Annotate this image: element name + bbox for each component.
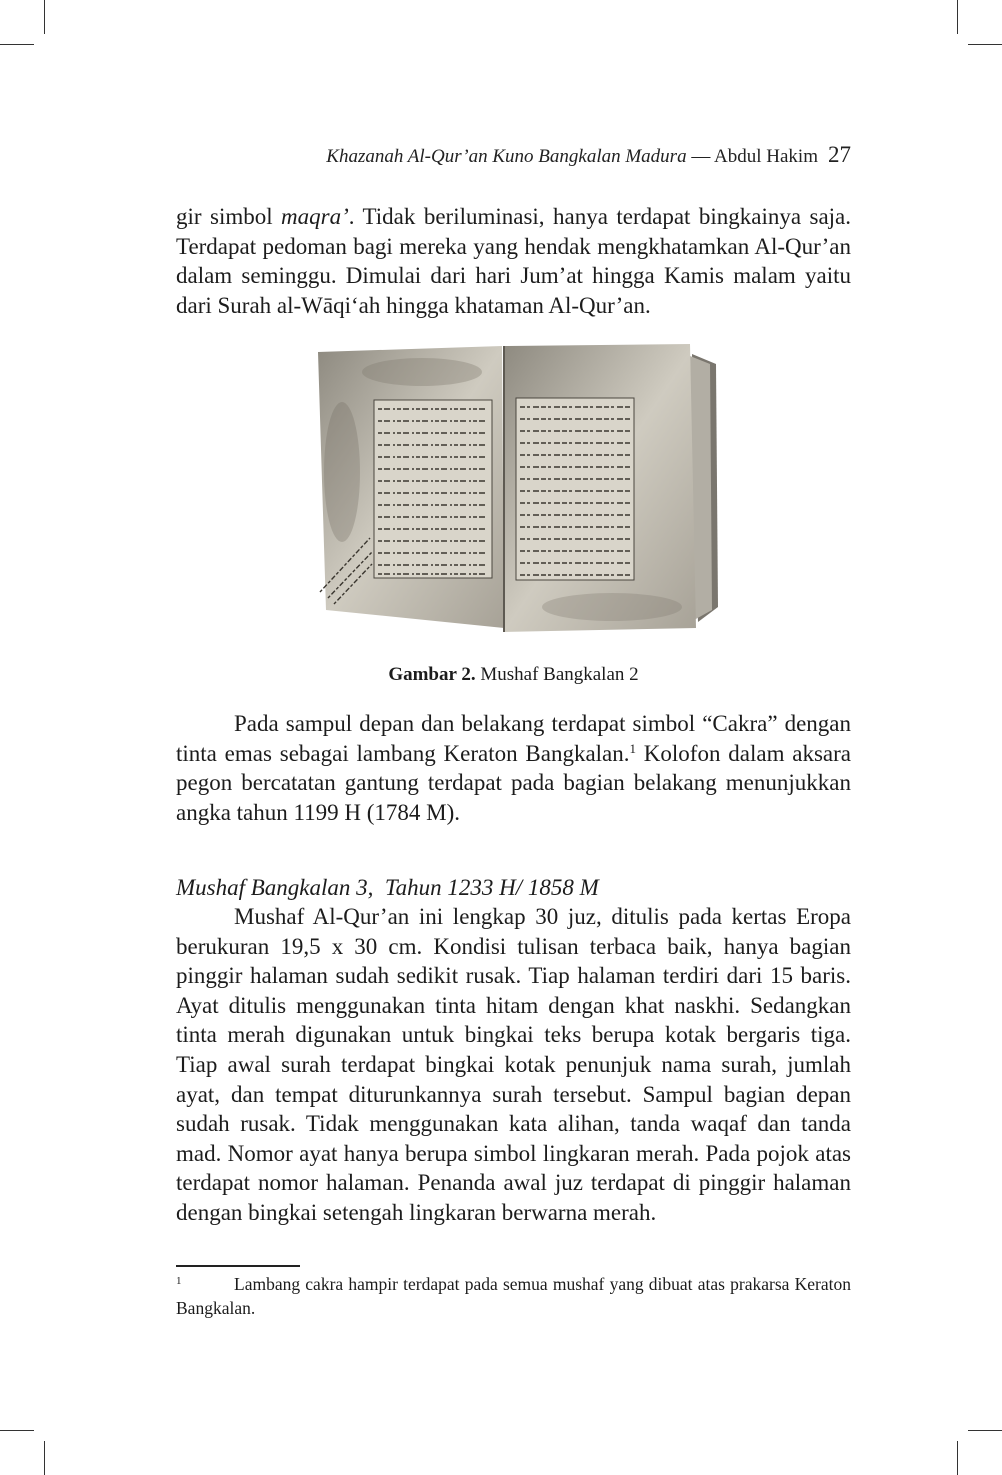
page-number: 27 [828, 142, 851, 167]
paragraph-text: Pada sampul depan dan belakang terdapat simbol “Cakra” dengan tinta emas sebagai lambang Keraton Bangkalan. [176, 711, 851, 766]
figure-caption [176, 662, 851, 688]
paragraph-text: Kolofon dalam aksara pegon bercatatan gantung terdapat pada bagian belakang menunjukkan angka tahun 1199 H (1784 M). [176, 740, 851, 825]
caption-text: Mushaf Bangkalan 2 [475, 664, 639, 685]
manuscript-photo [312, 342, 722, 634]
crop-mark [957, 1441, 958, 1475]
caption-label: Gambar 2. [388, 664, 476, 685]
italic-term: maqra’ [281, 204, 349, 229]
header-separator: — [686, 146, 715, 167]
footnote-rule [176, 1265, 300, 1267]
paragraph [176, 902, 851, 1228]
crop-mark [44, 1441, 45, 1475]
footnote-text: Lambang cakra hampir terdapat pada semua mushaf yang dibuat atas prakarsa Keraton Bangkalan. [176, 1274, 851, 1318]
running-title: Khazanah Al-Qur’an Kuno Bangkalan Madura [326, 146, 687, 167]
section-heading: Mushaf Bangkalan 3, Tahun 1233 H/ 1858 M [176, 875, 599, 900]
paragraph-text: Mushaf Al-Qur’an ini lengkap 30 juz, ditulis pada kertas Eropa berukuran 19,5 x 30 cm. Kondisi tulisan terbaca baik, hanya bagian pinggir halaman sudah sedikit rusak. Tiap halaman terdiri dari 15 baris. Ayat ditulis menggunakan tinta hitam dengan khat naskhi. Sedangkan tinta merah digunakan untuk bingkai teks berupa kotak bergaris tiga. Tiap awal surah terdapat bingkai kotak penunjuk nama surah, jumlah ayat, dan tempat diturunkannya surah tersebut. Sampul bagian depan sudah rusak. Tidak menggunakan kata alihan, tanda waqaf dan tanda mad. Nomor ayat hanya berupa simbol lingkaran merah. Pada pojok atas terdapat nomor halaman. Penanda awal juz terdapat di pinggir halaman dengan bingkai setengah lingkaran berwarna merah. [176, 904, 851, 1225]
header-author: Abdul Hakim [714, 146, 818, 167]
crop-mark [44, 0, 45, 34]
paragraph-text: . Tidak beriluminasi, hanya terdapat bingkainya saja. Terdapat pedoman bagi mereka yang hendak mengkhatamkan Al-Qur’an dalam seminggu. Dimulai dari hari Jum’at hingga Kamis malam yaitu dari Surah al-Wāqi‘ah hingga khataman Al-Qur’an. [176, 204, 851, 318]
crop-mark [0, 44, 34, 45]
paragraph1-full [0, 0, 1, 1]
crop-mark [968, 44, 1002, 45]
crop-mark [968, 1430, 1002, 1431]
running-header [176, 142, 851, 170]
paragraph-text: gir simbol [176, 204, 282, 229]
footnote-reference: 1 [629, 740, 636, 756]
paragraph-continued [176, 202, 851, 320]
crop-mark [957, 0, 958, 34]
paragraph [176, 709, 851, 827]
footnote: 1 Lambang cakra hampir terdapat pada semua mushaf yang dibuat atas prakarsa Keraton Bangkalan. [176, 1274, 851, 1318]
crop-mark [0, 1430, 34, 1431]
